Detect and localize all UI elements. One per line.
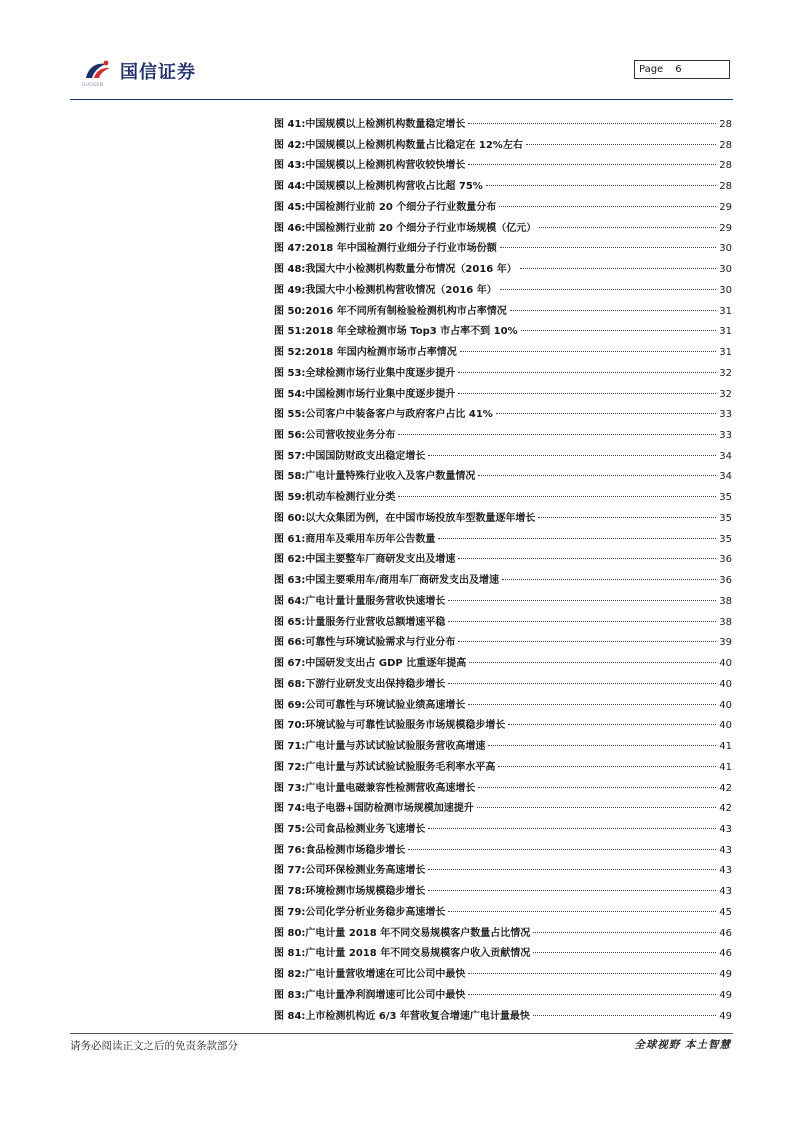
- disclaimer-note: 请务必阅读正文之后的免责条款部分: [70, 1040, 238, 1052]
- page-ref: 41: [719, 741, 732, 753]
- toc-entry[interactable]: [274, 467, 732, 488]
- toc-entry[interactable]: [274, 364, 732, 385]
- leader-dots: [538, 517, 716, 518]
- page-ref: 49: [719, 969, 732, 981]
- page-ref: 31: [719, 347, 732, 359]
- figure-label: 图 72:: [274, 761, 306, 773]
- figure-title: 以大众集团为例，在中国市场投放车型数量逐年增长: [305, 512, 536, 524]
- figure-label: 图 67:: [274, 658, 306, 670]
- page-indicator: [634, 60, 730, 79]
- leader-dots: [477, 807, 716, 808]
- figure-title: 广电计量营收增速在可比公司中最快: [305, 969, 466, 981]
- toc-entry[interactable]: [274, 488, 732, 509]
- figure-label: 图 57:: [274, 450, 306, 462]
- toc-entry[interactable]: [274, 260, 732, 281]
- figure-title: 公司客户中装备客户与政府客户占比 41%: [305, 409, 493, 421]
- figure-label: 图 44:: [274, 181, 306, 193]
- toc-entry[interactable]: [274, 882, 732, 903]
- leader-dots: [468, 973, 716, 974]
- page-ref: 43: [719, 844, 732, 856]
- leader-dots: [408, 849, 716, 850]
- toc-entry[interactable]: [274, 136, 732, 157]
- leader-dots: [496, 413, 716, 414]
- page-ref: 29: [719, 201, 732, 213]
- page-ref: 42: [719, 782, 732, 794]
- leader-dots: [468, 704, 716, 705]
- figure-title: 中国检测市场行业集中度逐步提升: [305, 388, 456, 400]
- footer-divider: [70, 1033, 733, 1034]
- brand-name: 国信证券: [120, 62, 196, 83]
- figure-label: 图 53:: [274, 367, 306, 379]
- toc-entry[interactable]: [274, 820, 732, 841]
- leader-dots: [500, 289, 717, 290]
- leader-dots: [539, 227, 716, 228]
- leader-dots: [398, 496, 716, 497]
- figure-title: 机动车检测行业分类: [305, 492, 396, 504]
- figure-title: 中国检测行业前 20 个细分子行业市场规模（亿元）: [305, 222, 537, 234]
- figure-label: 图 81:: [274, 948, 306, 960]
- figure-label: 图 61:: [274, 533, 306, 545]
- figure-title: 我国大中小检测机构营收情况（2016 年）: [305, 284, 497, 296]
- page-ref: 41: [719, 761, 732, 773]
- toc-entry[interactable]: [274, 530, 732, 551]
- figure-label: 图 64:: [274, 595, 306, 607]
- figure-title: 中国规模以上检测机构营收较快增长: [305, 160, 466, 172]
- figure-label: 图 75:: [274, 823, 306, 835]
- figure-label: 图 60:: [274, 512, 306, 524]
- figure-label: 图 65:: [274, 616, 306, 628]
- leader-dots: [428, 455, 716, 456]
- figure-title: 2018 年中国检测行业细分子行业市场份额: [305, 243, 497, 255]
- figure-label: 图 45:: [274, 201, 306, 213]
- toc-entry[interactable]: [274, 550, 732, 571]
- figure-title: 中国检测行业前 20 个细分子行业数量分布: [305, 201, 497, 213]
- leader-dots: [448, 621, 716, 622]
- page-number: 6: [675, 64, 682, 75]
- page-ref: 45: [719, 906, 732, 918]
- figure-title: 食品检测市场稳步增长: [305, 844, 406, 856]
- leader-dots: [428, 890, 716, 891]
- figure-title: 中国国防财政支出稳定增长: [305, 450, 426, 462]
- figure-title: 中国规模以上检测机构数量占比稳定在 12%左右: [305, 139, 523, 151]
- toc-entry[interactable]: [274, 343, 732, 364]
- figure-title: 公司食品检测业务飞速增长: [305, 823, 426, 835]
- toc-entry[interactable]: [274, 571, 732, 592]
- figure-title: 中国研发支出占 GDP 比重逐年提高: [305, 658, 467, 670]
- figure-title: 计量服务行业营收总额增速平稳: [305, 616, 446, 628]
- toc-entry[interactable]: [274, 156, 732, 177]
- page-ref: 40: [719, 720, 732, 732]
- figure-title: 广电计量净利润增速可比公司中最快: [305, 989, 466, 1001]
- page-ref: 28: [719, 181, 732, 193]
- leader-dots: [533, 932, 716, 933]
- figure-title: 广电计量 2018 年不同交易规模客户数量占比情况: [305, 927, 531, 939]
- toc-entry[interactable]: [274, 447, 732, 468]
- leader-dots: [458, 393, 716, 394]
- toc-entry[interactable]: [274, 799, 732, 820]
- toc-entry[interactable]: [274, 654, 732, 675]
- page-ref: 32: [719, 367, 732, 379]
- page-ref: 29: [719, 222, 732, 234]
- toc-entry[interactable]: [274, 239, 732, 260]
- figure-label: 图 84:: [274, 1010, 306, 1022]
- toc-entry[interactable]: [274, 986, 732, 1007]
- leader-dots: [458, 558, 716, 559]
- page-ref: 38: [719, 616, 732, 628]
- figure-list: [274, 115, 732, 1027]
- page-ref: 43: [719, 865, 732, 877]
- figure-title: 公司可靠性与环境试验业绩高速增长: [305, 699, 466, 711]
- leader-dots: [500, 247, 717, 248]
- brand-logo: [82, 58, 196, 88]
- page-ref: 40: [719, 678, 732, 690]
- figure-title: 环境检测市场规模稳步增长: [305, 886, 426, 898]
- leader-dots: [458, 372, 716, 373]
- figure-title: 可靠性与环境试验需求与行业分布: [305, 637, 456, 649]
- leader-dots: [448, 683, 716, 684]
- toc-entry[interactable]: [274, 322, 732, 343]
- figure-title: 广电计量与苏试试验试验服务毛利率水平高: [305, 761, 496, 773]
- figure-label: 图 52:: [274, 347, 306, 359]
- figure-title: 2016 年不同所有制检验检测机构市占率情况: [305, 305, 507, 317]
- figure-title: 公司化学分析业务稳步高速增长: [305, 906, 446, 918]
- page-ref: 35: [719, 512, 732, 524]
- page-ref: 40: [719, 699, 732, 711]
- page-ref: 34: [719, 471, 732, 483]
- figure-label: 图 68:: [274, 678, 306, 690]
- figure-label: 图 56:: [274, 430, 306, 442]
- page-ref: 35: [719, 492, 732, 504]
- leader-dots: [478, 475, 716, 476]
- figure-title: 广电计量 2018 年不同交易规模客户收入贡献情况: [305, 948, 531, 960]
- page-ref: 34: [719, 450, 732, 462]
- toc-entry[interactable]: [274, 737, 732, 758]
- figure-label: 图 62:: [274, 554, 306, 566]
- figure-title: 广电计量特殊行业收入及客户数量情况: [305, 471, 476, 483]
- leader-dots: [521, 330, 717, 331]
- figure-title: 中国规模以上检测机构数量稳定增长: [305, 119, 466, 130]
- figure-title: 商用车及乘用车历年公告数量: [305, 533, 436, 545]
- figure-label: 图 43:: [274, 160, 306, 172]
- figure-label: 图 71:: [274, 741, 306, 753]
- toc-entry[interactable]: [274, 675, 732, 696]
- figure-label: 图 41:: [274, 119, 306, 130]
- toc-entry[interactable]: [274, 281, 732, 302]
- figure-title: 全球检测市场行业集中度逐步提升: [305, 367, 456, 379]
- page-ref: 46: [719, 927, 732, 939]
- figure-title: 环境试验与可靠性试验服务市场规模稳步增长: [305, 720, 506, 732]
- page-ref: 30: [719, 264, 732, 276]
- page-ref: 49: [719, 989, 732, 1001]
- toc-entry[interactable]: [274, 944, 732, 965]
- figure-title: 上市检测机构近 6/3 年营收复合增速广电计量最快: [305, 1010, 530, 1022]
- leader-dots: [499, 206, 716, 207]
- figure-label: 图 51:: [274, 326, 306, 338]
- figure-title: 中国主要乘用车/商用车厂商研发支出及增速: [305, 575, 500, 587]
- figure-label: 图 77:: [274, 865, 306, 877]
- toc-entry[interactable]: [274, 696, 732, 717]
- figure-label: 图 58:: [274, 471, 306, 483]
- leader-dots: [498, 766, 716, 767]
- slogan: 全球视野 本土智慧: [634, 1039, 731, 1051]
- figure-label: 图 48:: [274, 264, 306, 276]
- figure-label: 图 79:: [274, 906, 306, 918]
- leader-dots: [526, 144, 716, 145]
- page-ref: 43: [719, 886, 732, 898]
- leader-dots: [478, 787, 716, 788]
- figure-title: 公司环保检测业务高速增长: [305, 865, 426, 877]
- figure-title: 广电计量与苏试试验试验服务营收高增速: [305, 741, 486, 753]
- figure-title: 2018 年国内检测市场市占率情况: [305, 347, 457, 359]
- figure-label: 图 70:: [274, 720, 306, 732]
- toc-entry[interactable]: [274, 385, 732, 406]
- figure-title: 公司营收按业务分布: [305, 430, 396, 442]
- figure-title: 广电计量计量服务营收快速增长: [305, 595, 446, 607]
- figure-label: 图 50:: [274, 305, 306, 317]
- page-label: Page: [639, 64, 664, 75]
- leader-dots: [460, 351, 717, 352]
- page-ref: 30: [719, 284, 732, 296]
- toc-entry[interactable]: [274, 613, 732, 634]
- page-ref: 32: [719, 388, 732, 400]
- page-ref: 40: [719, 658, 732, 670]
- page-ref: 46: [719, 948, 732, 960]
- page-ref: 33: [719, 430, 732, 442]
- toc-entry[interactable]: [274, 758, 732, 779]
- leader-dots: [398, 434, 716, 435]
- toc-entry[interactable]: [274, 924, 732, 945]
- header-divider: [70, 99, 733, 100]
- leader-dots: [428, 869, 716, 870]
- page-ref: 33: [719, 409, 732, 421]
- leader-dots: [508, 724, 716, 725]
- toc-entry[interactable]: [274, 633, 732, 654]
- figure-label: 图 83:: [274, 989, 306, 1001]
- figure-title: 电子电器+国防检测市场规模加速提升: [305, 803, 474, 815]
- toc-entry[interactable]: [274, 115, 732, 136]
- figure-label: 图 76:: [274, 844, 306, 856]
- page-ref: 28: [719, 160, 732, 172]
- page-ref: 28: [719, 119, 732, 130]
- leader-dots: [502, 579, 716, 580]
- figure-label: 图 59:: [274, 492, 306, 504]
- leader-dots: [533, 952, 716, 953]
- leader-dots: [438, 538, 716, 539]
- figure-label: 图 82:: [274, 969, 306, 981]
- figure-title: 广电计量电磁兼容性检测营收高速增长: [305, 782, 476, 794]
- figure-title: 中国规模以上检测机构营收占比超 75%: [305, 181, 483, 193]
- figure-title: 2018 年全球检测市场 Top3 市占率不到 10%: [305, 326, 518, 338]
- toc-entry[interactable]: [274, 302, 732, 323]
- toc-entry[interactable]: [274, 841, 732, 862]
- figure-label: 图 80:: [274, 927, 306, 939]
- leader-dots: [448, 600, 716, 601]
- figure-label: 图 47:: [274, 243, 306, 255]
- figure-label: 图 49:: [274, 284, 306, 296]
- toc-entry[interactable]: [274, 861, 732, 882]
- toc-entry[interactable]: [274, 405, 732, 426]
- figure-title: 我国大中小检测机构数量分布情况（2016 年）: [305, 264, 517, 276]
- leader-dots: [533, 1015, 716, 1016]
- page-ref: 35: [719, 533, 732, 545]
- toc-entry[interactable]: [274, 592, 732, 613]
- toc-entry[interactable]: [274, 219, 732, 240]
- brand-sub: GUOSEN: [82, 83, 104, 88]
- page-ref: 36: [719, 575, 732, 587]
- page-ref: 31: [719, 305, 732, 317]
- figure-label: 图 74:: [274, 803, 306, 815]
- leader-dots: [458, 641, 716, 642]
- leader-dots: [468, 994, 716, 995]
- toc-entry[interactable]: [274, 198, 732, 219]
- figure-label: 图 54:: [274, 388, 306, 400]
- figure-label: 图 63:: [274, 575, 306, 587]
- leader-dots: [448, 911, 716, 912]
- page-ref: 31: [719, 326, 732, 338]
- page-ref: 49: [719, 1010, 732, 1022]
- figure-label: 图 69:: [274, 699, 306, 711]
- leader-dots: [486, 185, 716, 186]
- toc-entry[interactable]: [274, 965, 732, 986]
- figure-label: 图 42:: [274, 139, 306, 151]
- toc-entry[interactable]: [274, 509, 732, 530]
- leader-dots: [468, 123, 716, 124]
- toc-entry[interactable]: [274, 177, 732, 198]
- leader-dots: [428, 828, 716, 829]
- figure-label: 图 46:: [274, 222, 306, 234]
- guosen-logo-icon: [82, 58, 114, 88]
- page-ref: 36: [719, 554, 732, 566]
- figure-label: 图 78:: [274, 886, 306, 898]
- figure-label: 图 66:: [274, 637, 306, 649]
- page-ref: 30: [719, 243, 732, 255]
- page-ref: 38: [719, 595, 732, 607]
- toc-entry[interactable]: [274, 716, 732, 737]
- leader-dots: [469, 662, 716, 663]
- leader-dots: [510, 310, 717, 311]
- toc-entry[interactable]: [274, 426, 732, 447]
- page-ref: 39: [719, 637, 732, 649]
- toc-entry[interactable]: [274, 779, 732, 800]
- page-ref: 28: [719, 139, 732, 151]
- leader-dots: [520, 268, 717, 269]
- page-ref: 43: [719, 823, 732, 835]
- figure-title: 中国主要整车厂商研发支出及增速: [305, 554, 456, 566]
- toc-entry[interactable]: [274, 903, 732, 924]
- figure-title: 下游行业研发支出保持稳步增长: [305, 678, 446, 690]
- figure-label: 图 55:: [274, 409, 306, 421]
- leader-dots: [488, 745, 716, 746]
- page-ref: 42: [719, 803, 732, 815]
- toc-entry[interactable]: [274, 1007, 732, 1028]
- leader-dots: [468, 164, 716, 165]
- figure-label: 图 73:: [274, 782, 306, 794]
